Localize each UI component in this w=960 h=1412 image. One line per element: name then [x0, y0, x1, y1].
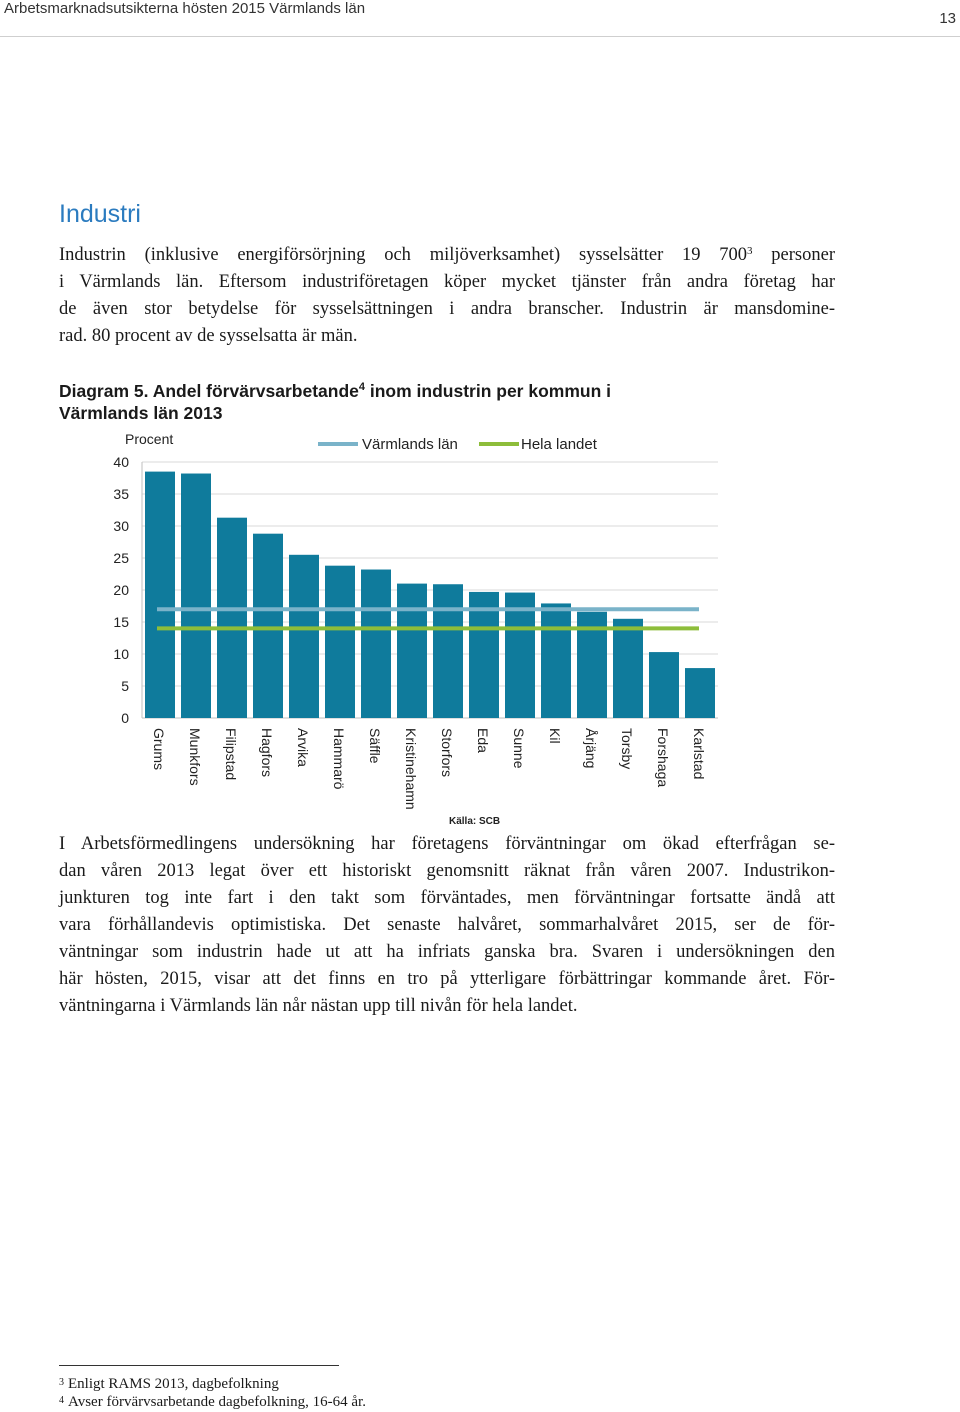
text-run: Industrin (inklusive energiförsörjning och miljöverksamhet) sysselsätter 19 700 — [59, 245, 748, 265]
y-axis-label: Procent — [125, 431, 174, 447]
footnotes — [59, 1375, 366, 1411]
body-line: väntningar som industrin hade ut att ha infriats ganska bra. Svaren i undersökningen den — [59, 942, 835, 962]
footnote-ref-4: 4 — [358, 381, 366, 393]
bar — [181, 474, 211, 718]
chart-y-axis — [113, 454, 129, 726]
y-tick-label: 0 — [121, 710, 129, 726]
y-tick-label: 10 — [113, 646, 129, 662]
x-tick-label: Hammarö — [331, 728, 347, 790]
x-tick-label: Filipstad — [223, 728, 239, 781]
legend-label: Värmlands län — [362, 436, 458, 453]
y-tick-label: 5 — [121, 678, 129, 694]
body-line: junkturen tog inte fart i den takt som förväntades, men förväntningar fortsatte ändå att — [59, 888, 835, 908]
bar — [361, 570, 391, 718]
y-tick-label: 30 — [113, 518, 129, 534]
document-title: Arbetsmarknadsutsikterna hösten 2015 Värmlands län — [4, 0, 366, 17]
bar — [433, 584, 463, 718]
bar — [253, 534, 283, 718]
footnote-divider — [59, 1365, 339, 1366]
x-tick-label: Munkfors — [187, 728, 203, 786]
y-tick-label: 35 — [113, 486, 129, 502]
footnote-text: Enligt RAMS 2013, dagbefolkning — [68, 1376, 279, 1392]
caption-text: Diagram 5. Andel förvärvsarbetande — [59, 381, 359, 401]
y-tick-label: 15 — [113, 614, 129, 630]
bar — [397, 584, 427, 718]
body-line: dan våren 2013 legat över ett historiskt genomsnitt räknat från våren 2007. Industrikon- — [59, 861, 835, 881]
x-tick-label: Säffle — [367, 728, 383, 764]
footnote-4 — [59, 1393, 366, 1411]
caption-text: Värmlands län 2013 — [59, 403, 223, 423]
bar — [541, 603, 571, 718]
chart-x-axis — [151, 728, 707, 810]
footnote-mark: 3 — [59, 1377, 64, 1388]
bar — [505, 593, 535, 718]
x-tick-label: Forshaga — [655, 728, 671, 788]
bar — [145, 472, 175, 718]
x-tick-label: Eda — [475, 728, 491, 753]
y-tick-label: 40 — [113, 454, 129, 470]
bar — [649, 652, 679, 718]
x-tick-label: Hagfors — [259, 728, 275, 778]
footnote-ref-3: 3 — [747, 245, 753, 257]
y-tick-label: 25 — [113, 550, 129, 566]
bar — [325, 566, 355, 718]
x-tick-label: Kristinehamn — [403, 728, 419, 810]
x-tick-label: Sunne — [511, 728, 527, 769]
page-number: 13 — [939, 10, 956, 27]
footnote-text: Avser förvärvsarbetande dagbefolkning, 16-64 år. — [68, 1394, 366, 1410]
x-tick-label: Grums — [151, 728, 167, 770]
x-tick-label: Storfors — [439, 728, 455, 778]
x-tick-label: Kil — [547, 728, 563, 744]
bar — [613, 619, 643, 718]
footnote-3 — [59, 1375, 366, 1393]
x-tick-label: Karlstad — [691, 728, 707, 780]
footnote-mark: 4 — [59, 1395, 64, 1406]
body-line: vara förhållandevis optimistiska. Det senaste halvåret, sommarhalvåret 2015, ser de för- — [59, 915, 835, 935]
body-line: här hösten, 2015, visar att det finns en tro på ytterligare förbättringar kommande året. För- — [59, 969, 835, 989]
body-line: I Arbetsförmedlingens undersökning har företagens förväntningar om ökad efterfrågan se- — [59, 834, 835, 854]
chart-legend — [318, 436, 598, 453]
body-line: väntningarna i Värmlands län når nästan upp till nivån för hela landet. — [59, 996, 578, 1016]
caption-text: inom industrin per kommun i — [365, 381, 611, 401]
chart-bars — [145, 472, 715, 718]
intro-line: rad. 80 procent av de sysselsatta är män. — [59, 326, 358, 346]
body-paragraph — [59, 831, 835, 1020]
legend-label: Hela landet — [521, 436, 597, 453]
intro-line: de även stor betydelse för sysselsättningen i andra branscher. Industrin är mansdomine- — [59, 299, 835, 319]
x-tick-label: Torsby — [619, 728, 635, 770]
x-tick-label: Arvika — [295, 728, 311, 767]
x-tick-label: Årjäng — [583, 728, 599, 769]
bar — [685, 668, 715, 718]
chart-source: Källa: SCB — [449, 816, 501, 827]
bar — [289, 555, 319, 718]
section-heading: Industri — [59, 200, 141, 228]
bar — [217, 518, 247, 718]
y-tick-label: 20 — [113, 582, 129, 598]
intro-line: i Värmlands län. Eftersom industriföretagen köper mycket tjänster från andra företag har — [59, 272, 835, 292]
text-run: personer — [752, 245, 835, 265]
